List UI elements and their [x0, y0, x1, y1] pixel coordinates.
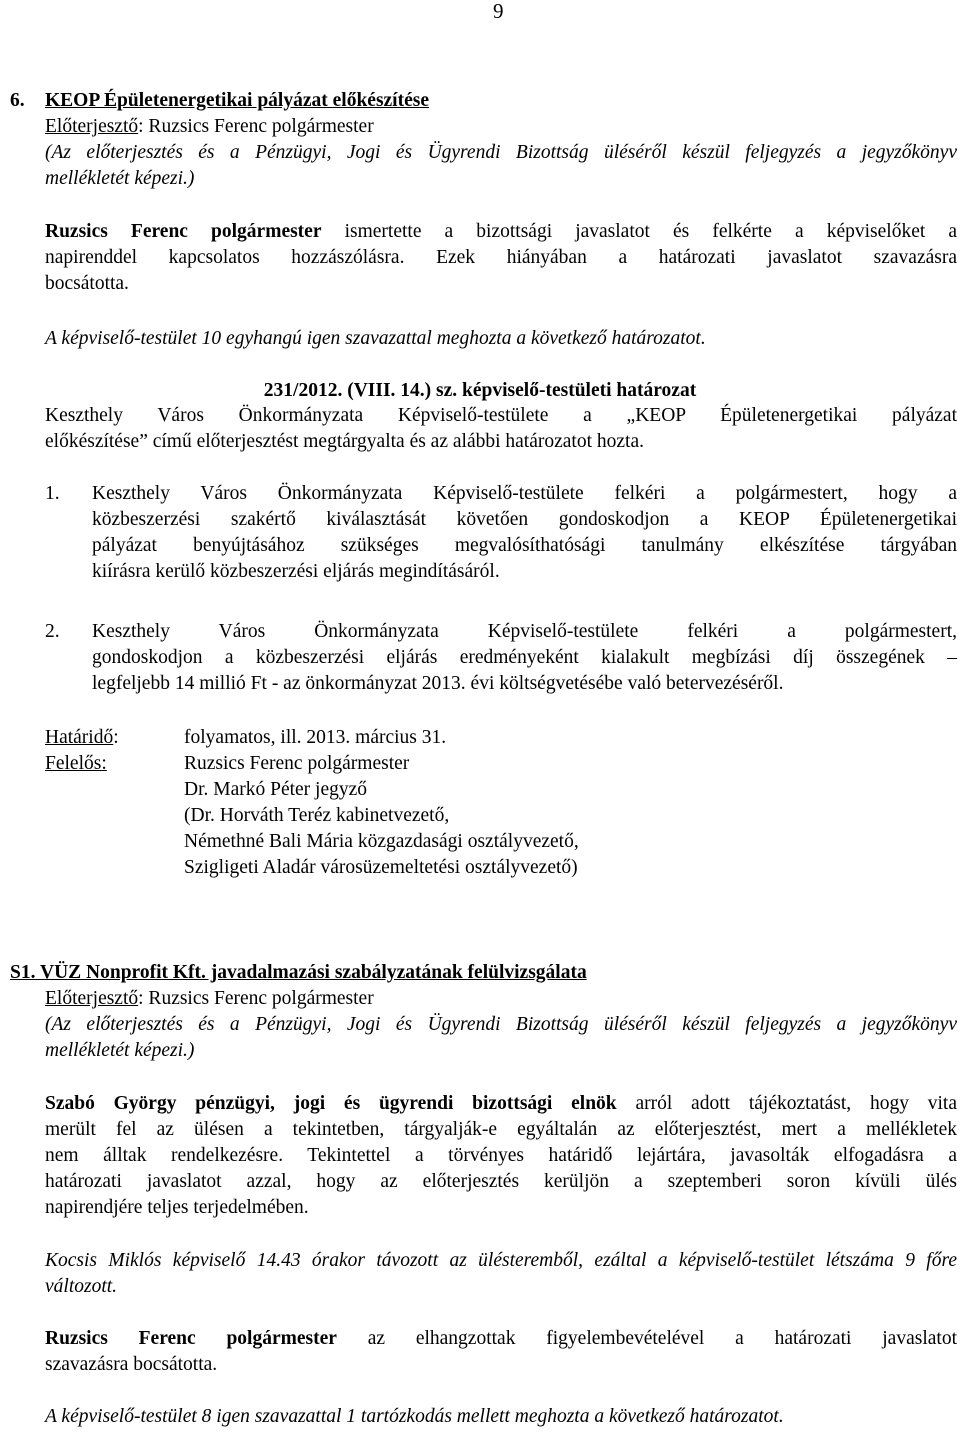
resolution-intro: Keszthely Város Önkormányzata Képviselő-testülete a „KEOP Épületenergetikai pályázat előkészítése” című előterjesztést megtárgyalta és az alábbi határozatot hozta. [45, 405, 957, 452]
responsible-person: Szigligeti Aladár városüzemeltetési osztályvezető) [184, 857, 578, 878]
committee-chair-name: Szabó György pénzügyi, jogi és ügyrendi bizottsági elnök [45, 1093, 617, 1114]
presenter-label: Előterjesztő [45, 988, 139, 1009]
resolution-item-2: 2. Keszthely Város Önkormányzata Képviselő-testülete felkéri a polgármestert, gondoskodjon a közbeszerzési eljárás eredményeként kialakult megbízási díj összegének – legfeljebb 14 millió Ft - az önkormányzat 2013. évi költségvetésébe való betervezéséről. [45, 621, 957, 694]
section-title [10, 960, 587, 986]
presenter-value: : Ruzsics Ferenc polgármester [138, 116, 374, 137]
mayor-paragraph: Ruzsics Ferenc polgármester az elhangzottak figyelembevételével a határozati javaslatot szavazásra bocsátotta. [45, 1328, 957, 1375]
deadline-label: Határidő [45, 727, 114, 748]
attendance-note: Kocsis Miklós képviselő 14.43 órakor távozott az ülésteremből, ezáltal a képviselő-testület létszáma 9 főre változott. [45, 1250, 957, 1297]
responsible-person: Dr. Markó Péter jegyző [184, 779, 368, 800]
committee-paragraph: Szabó György pénzügyi, jogi és ügyrendi bizottsági elnök arról adott tájékoztatást, hogy vita merült fel az ülésen a tekintetben, tárgyalják-e egyáltalán az előterjesztést, mert a mellékletek nem álltak rendelkezésre. Tekintettel a törvényes határidő lejártára, javasolták elfogadásra a határozati javaslatot azzal, hogy az előterjesztés kerüljön a szeptemberi soron kívüli ülés napirendjére teljes terjedelmében. [45, 1093, 957, 1218]
section-title-text: S1. VÜZ Nonprofit Kft. javadalmazási szabályzatának felülvizsgálata [10, 962, 587, 983]
deadline-value: folyamatos, ill. 2013. március 31. [184, 727, 447, 748]
presenter-line [45, 114, 957, 140]
section-title [10, 88, 950, 114]
document-page: 9 6. KEOP Épületenergetikai pályázat előkészítése Előterjesztő: Ruzsics Ferenc polgármester (Az előterjesztés és a Pénzügyi, Jogi és Ügyrendi Bizottság üléséről készül feljegyzés a jegyzőkönyv mellékletét képezi.) Ruzsics Ferenc polgármester ismertette a bizottsági javaslatot és felkérte a képviselőket a napirenddel kapcsolatos hozzászólásra. Ezek hiányában a határozati javaslatot szavazásra bocsátotta. A képviselő-testület 10 egyhangú igen szavazattal meghozta a következő határozatot. 231/2012. (VIII. 14.) sz. képviselő-testületi határozat Keszthely Város Önkormányzata Képviselő-testülete a „KEOP Épületenergetikai pályázat előkészítése” című előterjesztést megtárgyalta és az alábbi határozatot hozta. 1. Keszthely Város Önkormányzata Képviselő-testülete felkéri a polgármestert, hogy a közbeszerzési szakértő kiválasztását követően gondoskodjon a KEOP Épületenergetikai pályázat benyújtásához szükséges megvalósíthatósági tanulmány elkészítése tárgyában kiírásra kerülő közbeszerzési eljárás megindításáról. 2. Keszthely Város Önkormányzata Képviselő-testülete felkéri a polgármestert, gondoskodjon a közbeszerzési eljárás eredményeként kialakult megbízási díj összegének – legfeljebb 14 millió Ft - az önkormányzat 2013. évi költségvetésébe való betervezéséről. Határidő: folyamatos, ill. 2013. március 31. Felelős: Ruzsics Ferenc polgármester Dr. Markó Péter jegyző (Dr. Horváth Teréz kabinetvezető, Némethné Bali Mária közgazdasági osztályvezető, Szigligeti Aladár városüzemeltetési osztályvezető) S1. VÜZ Nonprofit Kft. javadalmazási szabályzatának felülvizsgálata Előterjesztő: Ruzsics Ferenc polgármester (Az előterjesztés és a Pénzügyi, Jogi és Ügyrendi Bizottság üléséről készül feljegyzés a jegyzőkönyv mellékletét képezi.) Szabó György pénzügyi, jogi és ügyrendi bizottsági elnök arról adott tájékoztatást, hogy vita merült fel az ülésen a tekintetben, tárgyalják-e egyáltalán az előterjesztést, mert a mellékletek nem álltak rendelkezésre. Tekintettel a törvényes határidő lejártára, javasolták elfogadásra a határozati javaslatot azzal, hogy az előterjesztés kerüljön a szeptemberi soron kívüli ülés napirendjére teljes terjedelmében. Kocsis Miklós képviselő 14.43 órakor távozott az ülésteremből, ezáltal a képviselő-testület létszáma 9 főre változott. Ruzsics Ferenc polgármester az elhangzottak figyelembevételével a határozati javaslatot szavazásra bocsátotta. A képviselő-testület 8 igen szavazattal 1 tartózkodás mellett meghozta a következő határozatot. [0, 0, 960, 1433]
vote-sentence: A képviselő-testület 8 igen szavazattal 1 tartózkodás mellett meghozta a következő határozatot. [45, 1406, 784, 1427]
responsible-person: Ruzsics Ferenc polgármester [184, 753, 410, 774]
item-number: 2. [45, 621, 60, 642]
presenter-value: : Ruzsics Ferenc polgármester [138, 988, 374, 1009]
section-number: 6. [10, 90, 25, 111]
resolution-item-1: 1. Keszthely Város Önkormányzata Képviselő-testülete felkéri a polgármestert, hogy a közbeszerzési szakértő kiválasztását követően gondoskodjon a KEOP Épületenergetikai pályázat benyújtásához szükséges megvalósíthatósági tanulmány elkészítése tárgyában kiírásra kerülő közbeszerzési eljárás megindításáról. [45, 483, 957, 582]
item-number: 1. [45, 483, 60, 504]
responsible-person: Némethné Bali Mária közgazdasági osztályvezető, [184, 831, 579, 852]
responsible-label: Felelős [45, 753, 102, 774]
presenter-line [45, 986, 957, 1012]
vote-sentence: A képviselő-testület 10 egyhangú igen szavazattal meghozta a következő határozatot. [45, 328, 706, 349]
resolution-number: 231/2012. (VIII. 14.) sz. képviselő-testületi határozat [263, 380, 697, 401]
page-number: 9 [493, 0, 504, 23]
mayor-name: Ruzsics Ferenc polgármester [45, 1328, 337, 1349]
mayor-paragraph: Ruzsics Ferenc polgármester ismertette a bizottsági javaslatot és felkérte a képviselőket a napirenddel kapcsolatos hozzászólásra. Ezek hiányában a határozati javaslatot szavazásra bocsátotta. [45, 221, 958, 294]
presenter-label: Előterjesztő [45, 116, 139, 137]
minutes-note: (Az előterjesztés és a Pénzügyi, Jogi és Ügyrendi Bizottság üléséről készül feljegyzés a jegyzőkönyv mellékletét képezi.) [45, 142, 957, 189]
mayor-name: Ruzsics Ferenc polgármester [45, 221, 322, 242]
section-title-text: KEOP Épületenergetikai pályázat előkészítése [45, 90, 429, 111]
responsible-person: (Dr. Horváth Teréz kabinetvezető, [184, 805, 450, 826]
minutes-note: (Az előterjesztés és a Pénzügyi, Jogi és Ügyrendi Bizottság üléséről készül feljegyzés a jegyzőkönyv mellékletét képezi.) [45, 1014, 957, 1061]
